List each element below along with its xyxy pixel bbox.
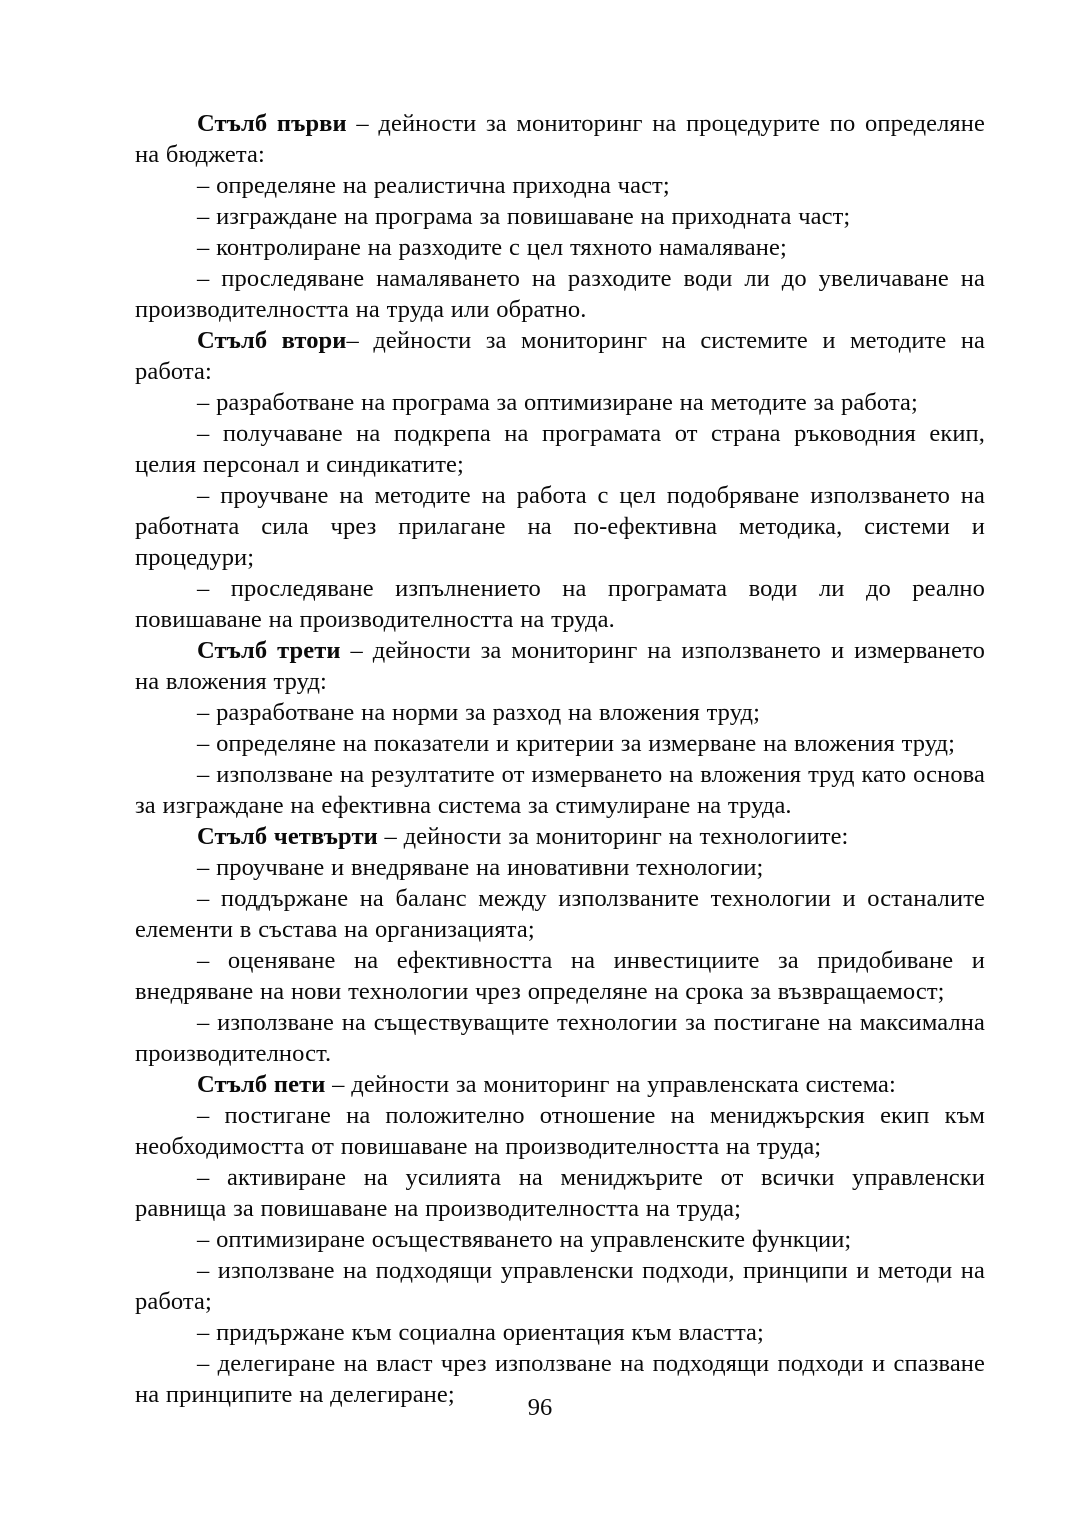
- list-item: – определяне на реалистична приходна част;: [197, 172, 670, 199]
- text-block: [135, 108, 985, 1410]
- section-heading-lead: Стълб трети: [197, 637, 341, 664]
- list-item: – определяне на показатели и критерии за измерване на вложения труд;: [197, 730, 956, 757]
- section-heading: [135, 635, 985, 697]
- section-heading: [135, 821, 985, 852]
- list-item: – проучване и внедряване на иновативни технологии;: [197, 854, 764, 881]
- section-heading-rest: – дейности за мониторинг на системите и методите на работа:: [135, 327, 986, 385]
- list-item: – поддържане на баланс между използваните технологии и останалите елементи в състава на организацията;: [135, 885, 985, 943]
- section-heading: [135, 325, 985, 387]
- page-number: 96: [527, 1394, 553, 1421]
- section-heading-lead: Стълб втори: [197, 327, 347, 354]
- section-heading-lead: Стълб пети: [197, 1071, 326, 1098]
- list-item: – делегиране на власт чрез използване на подходящи подходи и спазване на принципите на делегиране;: [135, 1350, 985, 1408]
- section-heading-rest: – дейности за мониторинг на управленската система:: [325, 1071, 896, 1098]
- section-heading-lead: Стълб първи: [197, 110, 347, 137]
- list-item: – разработване на норми за разход на вложения труд;: [197, 699, 760, 726]
- list-item: – проследяване изпълнението на програмата води ли до реално повишаване на производителността на труда.: [135, 575, 985, 633]
- list-item: – използване на подходящи управленски подходи, принципи и методи на работа;: [135, 1257, 985, 1315]
- list-item: – проучване на методите на работа с цел подобряване използването на работната сила чрез прилагане на по-ефективна методика, системи и процедури;: [135, 482, 985, 571]
- list-item: – оптимизиране осъществяването на управленските функции;: [197, 1226, 852, 1253]
- list-item: – оценяване на ефективността на инвестициите за придобиване и внедряване на нови технологии чрез определяне на срока за възвращаемост;: [135, 947, 985, 1005]
- section-heading: [135, 108, 985, 170]
- list-item: – постигане на положително отношение на мениджърския екип към необходимостта от повишаване на производителността на труда;: [135, 1102, 985, 1160]
- list-item: – активиране на усилията на мениджърите от всички управленски равнища за повишаване на производителността на труда;: [135, 1164, 985, 1222]
- list-item: – използване на резултатите от измерването на вложения труд като основа за изграждане на ефективна система за стимулиране на труда.: [135, 761, 985, 819]
- section-heading: [135, 1069, 985, 1100]
- list-item: – изграждане на програма за повишаване на приходната част;: [197, 203, 851, 230]
- list-item: – контролиране на разходите с цел тяхното намаляване;: [197, 234, 787, 261]
- list-item: – придържане към социална ориентация към властта;: [197, 1319, 764, 1346]
- section-heading-lead: Стълб четвърти: [197, 823, 378, 850]
- section-heading-rest: – дейности за мониторинг на технологиите:: [377, 823, 849, 850]
- section-heading-rest: – дейности за мониторинг на процедурите по определяне на бюджета:: [135, 110, 985, 168]
- list-item: – проследяване намаляването на разходите води ли до увеличаване на производителността на труда или обратно.: [135, 265, 985, 323]
- section-heading-rest: – дейности за мониторинг на използването и измерването на вложения труд:: [135, 637, 985, 695]
- list-item: – разработване на програма за оптимизиране на методите за работа;: [197, 389, 918, 416]
- list-item: – използване на съществуващите технологии за постигане на максимална производителност.: [135, 1009, 985, 1067]
- list-item: – получаване на подкрепа на програмата от страна ръководния екип, целия персонал и синдикатите;: [135, 420, 985, 478]
